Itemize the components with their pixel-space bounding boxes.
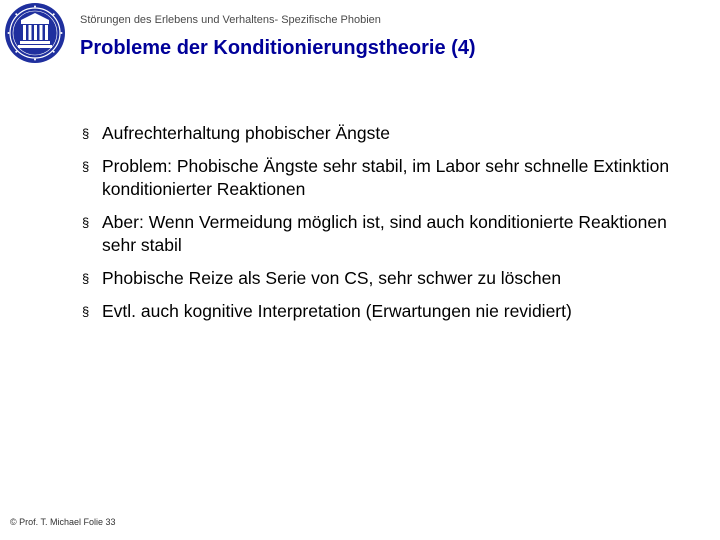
bullet-marker-icon: § (82, 215, 90, 230)
bullet-text: Phobische Reize als Serie von CS, sehr schwer zu löschen (102, 268, 562, 288)
bullet-list (80, 122, 680, 333)
bullet-text: Problem: Phobische Ängste sehr stabil, im Labor sehr schnelle Extinktion konditionierter Reaktionen (102, 156, 670, 199)
bullet-item (80, 155, 680, 201)
bullet-item (80, 300, 680, 323)
bullet-marker-icon: § (82, 159, 90, 174)
header-subtitle: Störungen des Erlebens und Verhaltens- Spezifische Phobien (80, 14, 381, 26)
slide-title: Probleme der Konditionierungstheorie (4) (80, 37, 476, 59)
bullet-item (80, 211, 680, 257)
university-seal-icon (4, 2, 66, 64)
bullet-item (80, 122, 680, 145)
bullet-text: Aber: Wenn Vermeidung möglich ist, sind auch konditionierte Reaktionen sehr stabil (102, 212, 667, 255)
bullet-marker-icon: § (82, 126, 90, 141)
bullet-text: Evtl. auch kognitive Interpretation (Erwartungen nie revidiert) (102, 301, 572, 321)
bullet-text: Aufrechterhaltung phobischer Ängste (102, 123, 390, 143)
slide-footer: © Prof. T. Michael Folie 33 (10, 517, 116, 527)
bullet-marker-icon: § (82, 271, 90, 286)
bullet-item (80, 267, 680, 290)
bullet-marker-icon: § (82, 304, 90, 319)
